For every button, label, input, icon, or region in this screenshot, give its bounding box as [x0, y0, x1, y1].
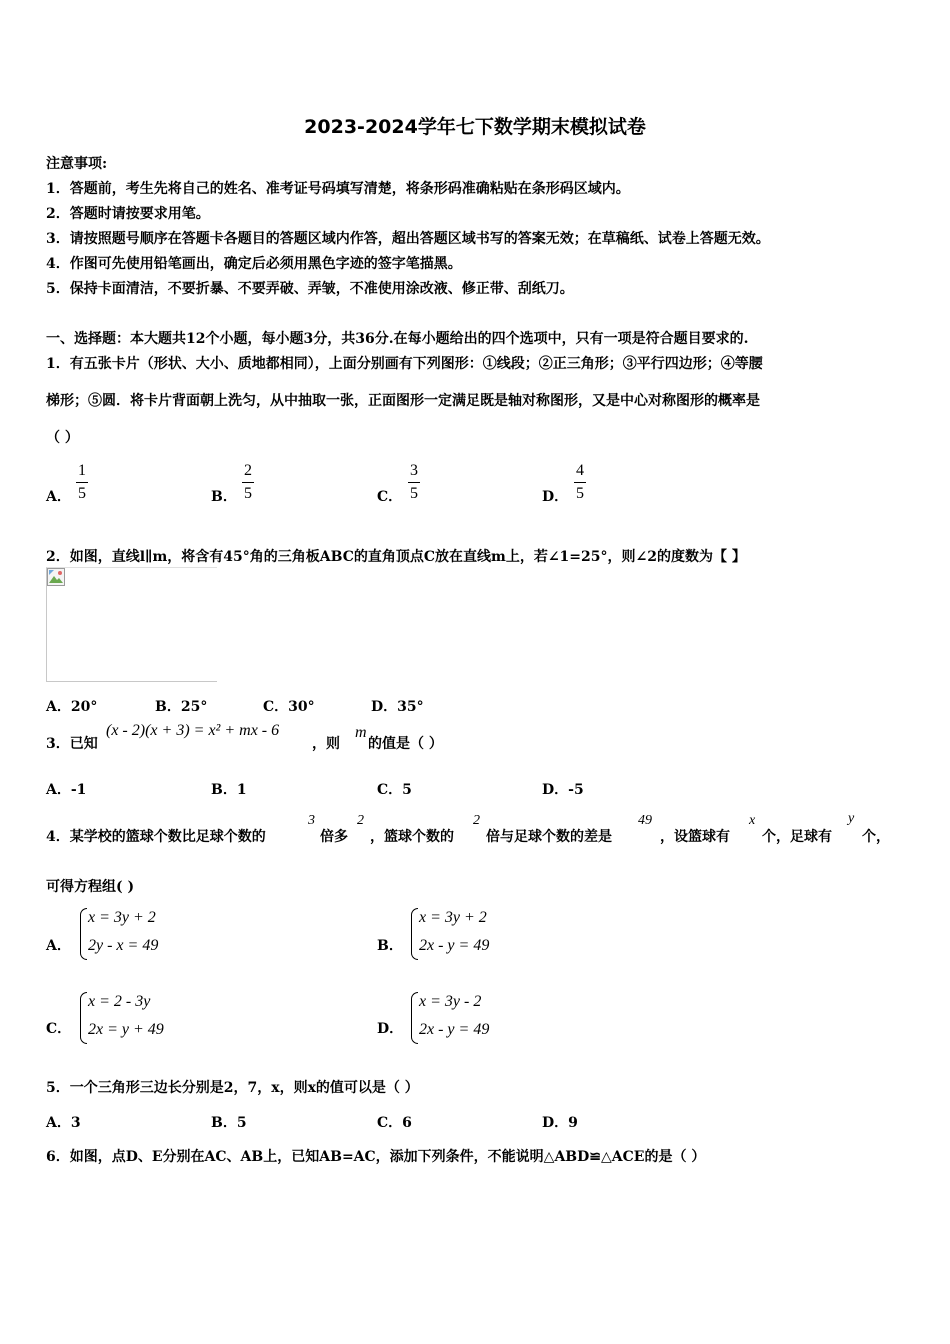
- q4-number-3: 3: [308, 813, 315, 828]
- q4-text-part3: ，篮球个数的: [370, 829, 454, 845]
- q4-variable-x: x: [749, 813, 756, 828]
- q1-text-line3: （ ）: [46, 430, 79, 446]
- q3-variable: m: [355, 724, 367, 741]
- q1-option-a-label: A．: [46, 489, 71, 505]
- q5-option-a: A．3: [46, 1115, 81, 1131]
- q4-option-b-eq1: x = 3y + 2: [419, 909, 487, 926]
- q4-text-line2: 可得方程组( ): [46, 879, 135, 895]
- q3-prefix: 3．已知: [46, 736, 98, 752]
- q4-text-part7: 个，: [862, 829, 890, 845]
- q2-option-b: B．25°: [155, 699, 208, 715]
- q1-option-b-denominator: 5: [244, 485, 252, 502]
- q1-option-b-numerator: 2: [244, 462, 252, 479]
- notice-item-2: 2．答题时请按要求用笔。: [46, 206, 210, 222]
- q4-option-a-eq1: x = 3y + 2: [88, 909, 156, 926]
- q3-option-b: B．1: [211, 782, 247, 798]
- q6-text: 6．如图，点D、E分别在AC、AB上，已知AB=AC，添加下列条件，不能说明△ABD≌△ACE的是（ ）: [46, 1149, 706, 1165]
- broken-image-icon: [47, 568, 65, 586]
- section-heading: 一、选择题：本大题共12个小题，每小题3分，共36分.在每小题给出的四个选项中，只有一项是符合题目要求的.: [46, 331, 749, 347]
- q4-number-2a: 2: [357, 813, 364, 828]
- q3-option-c: C．5: [377, 782, 412, 798]
- q1-option-c-fraction: [408, 462, 420, 503]
- q4-text-part6: 个，足球有: [762, 829, 832, 845]
- q1-option-d-label: D．: [542, 489, 569, 505]
- q4-option-b-system: [419, 904, 489, 960]
- q2-option-a: A．20°: [46, 699, 98, 715]
- q4-number-49: 49: [638, 813, 652, 828]
- q4-option-b-label: B．: [377, 938, 403, 954]
- q1-text-line2: 梯形；⑤圆．将卡片背面朝上洗匀，从中抽取一张，正面图形一定满足既是轴对称图形，又是中心对称图形的概率是: [46, 393, 760, 409]
- q1-option-b-label: B．: [211, 489, 237, 505]
- q4-option-d-eq2: 2x - y = 49: [419, 1021, 490, 1038]
- q1-option-a-numerator: 1: [78, 462, 86, 479]
- notice-item-3: 3．请按照题号顺序在答题卡各题目的答题区域内作答，超出答题区域书写的答案无效；在草稿纸、试卷上答题无效。: [46, 231, 770, 247]
- q4-option-b-brace: [411, 908, 418, 960]
- q1-option-b-fraction: [242, 462, 254, 503]
- q5-option-d: D．9: [542, 1115, 578, 1131]
- q4-variable-y: y: [848, 811, 855, 826]
- q1-text-line1: 1．有五张卡片（形状、大小、质地都相同），上面分别画有下列图形：①线段；②正三角形；③平行四边形；④等腰: [46, 356, 763, 372]
- q3-mid: ，则: [312, 736, 340, 752]
- q4-number-2b: 2: [473, 813, 480, 828]
- q4-option-d-system: [419, 988, 489, 1044]
- exam-title: 2023-2024学年七下数学期末模拟试卷: [304, 116, 646, 138]
- q4-option-a-system: [88, 904, 158, 960]
- q4-option-b-eq2: 2x - y = 49: [419, 937, 490, 954]
- q4-option-a-label: A．: [46, 938, 71, 954]
- q4-option-c-brace: [80, 992, 87, 1044]
- q1-option-c-label: C．: [377, 489, 403, 505]
- q4-option-d-label: D．: [377, 1021, 404, 1037]
- q3-option-d: D．-5: [542, 782, 584, 798]
- q1-option-d-fraction: [574, 462, 586, 503]
- q4-option-c-eq2: 2x = y + 49: [88, 1021, 164, 1038]
- notice-item-1: 1．答题前，考生先将自己的姓名、准考证号码填写清楚，将条形码准确粘贴在条形码区域内。: [46, 181, 630, 197]
- q3-option-a: A．-1: [46, 782, 87, 798]
- q2-text: 2．如图，直线l∥m，将含有45°角的三角板ABC的直角顶点C放在直线m上，若∠1=25°，则∠2的度数为【 】: [46, 549, 746, 565]
- q5-text: 5．一个三角形三边长分别是2，7，x，则x的值可以是（ ）: [46, 1080, 419, 1096]
- q1-option-d-numerator: 4: [576, 462, 584, 479]
- q1-option-a-fraction: [76, 462, 88, 503]
- q4-text-part2: 倍多: [320, 829, 348, 845]
- q2-figure-placeholder: [46, 567, 217, 682]
- q4-text-part5: ，设篮球有: [660, 829, 730, 845]
- q2-option-d: D．35°: [371, 699, 424, 715]
- q4-option-d-brace: [411, 992, 418, 1044]
- q4-text-part4: 倍与足球个数的差是: [486, 829, 612, 845]
- q4-option-a-brace: [80, 908, 87, 960]
- notice-heading: 注意事项:: [46, 156, 108, 172]
- q4-option-c-system: [88, 988, 164, 1044]
- q3-equation: (x - 2)(x + 3) = x² + mx - 6: [106, 722, 280, 739]
- q1-option-c-denominator: 5: [410, 485, 418, 502]
- q2-option-c: C．30°: [263, 699, 315, 715]
- q5-option-c: C．6: [377, 1115, 412, 1131]
- q3-suffix: 的值是（ ）: [368, 736, 443, 752]
- q4-text-part1: 4．某学校的篮球个数比足球个数的: [46, 829, 266, 845]
- q4-option-a-eq2: 2y - x = 49: [88, 937, 159, 954]
- q4-option-c-label: C．: [46, 1021, 72, 1037]
- notice-item-4: 4．作图可先使用铅笔画出，确定后必须用黑色字迹的签字笔描黑。: [46, 256, 462, 272]
- q5-option-b: B．5: [211, 1115, 247, 1131]
- notice-item-5: 5．保持卡面清洁，不要折暴、不要弄破、弄皱，不准使用涂改液、修正带、刮纸刀。: [46, 281, 574, 297]
- q1-option-a-denominator: 5: [78, 485, 86, 502]
- q1-option-c-numerator: 3: [410, 462, 418, 479]
- q4-option-d-eq1: x = 3y - 2: [419, 993, 482, 1010]
- q4-option-c-eq1: x = 2 - 3y: [88, 993, 151, 1010]
- q1-option-d-denominator: 5: [576, 485, 584, 502]
